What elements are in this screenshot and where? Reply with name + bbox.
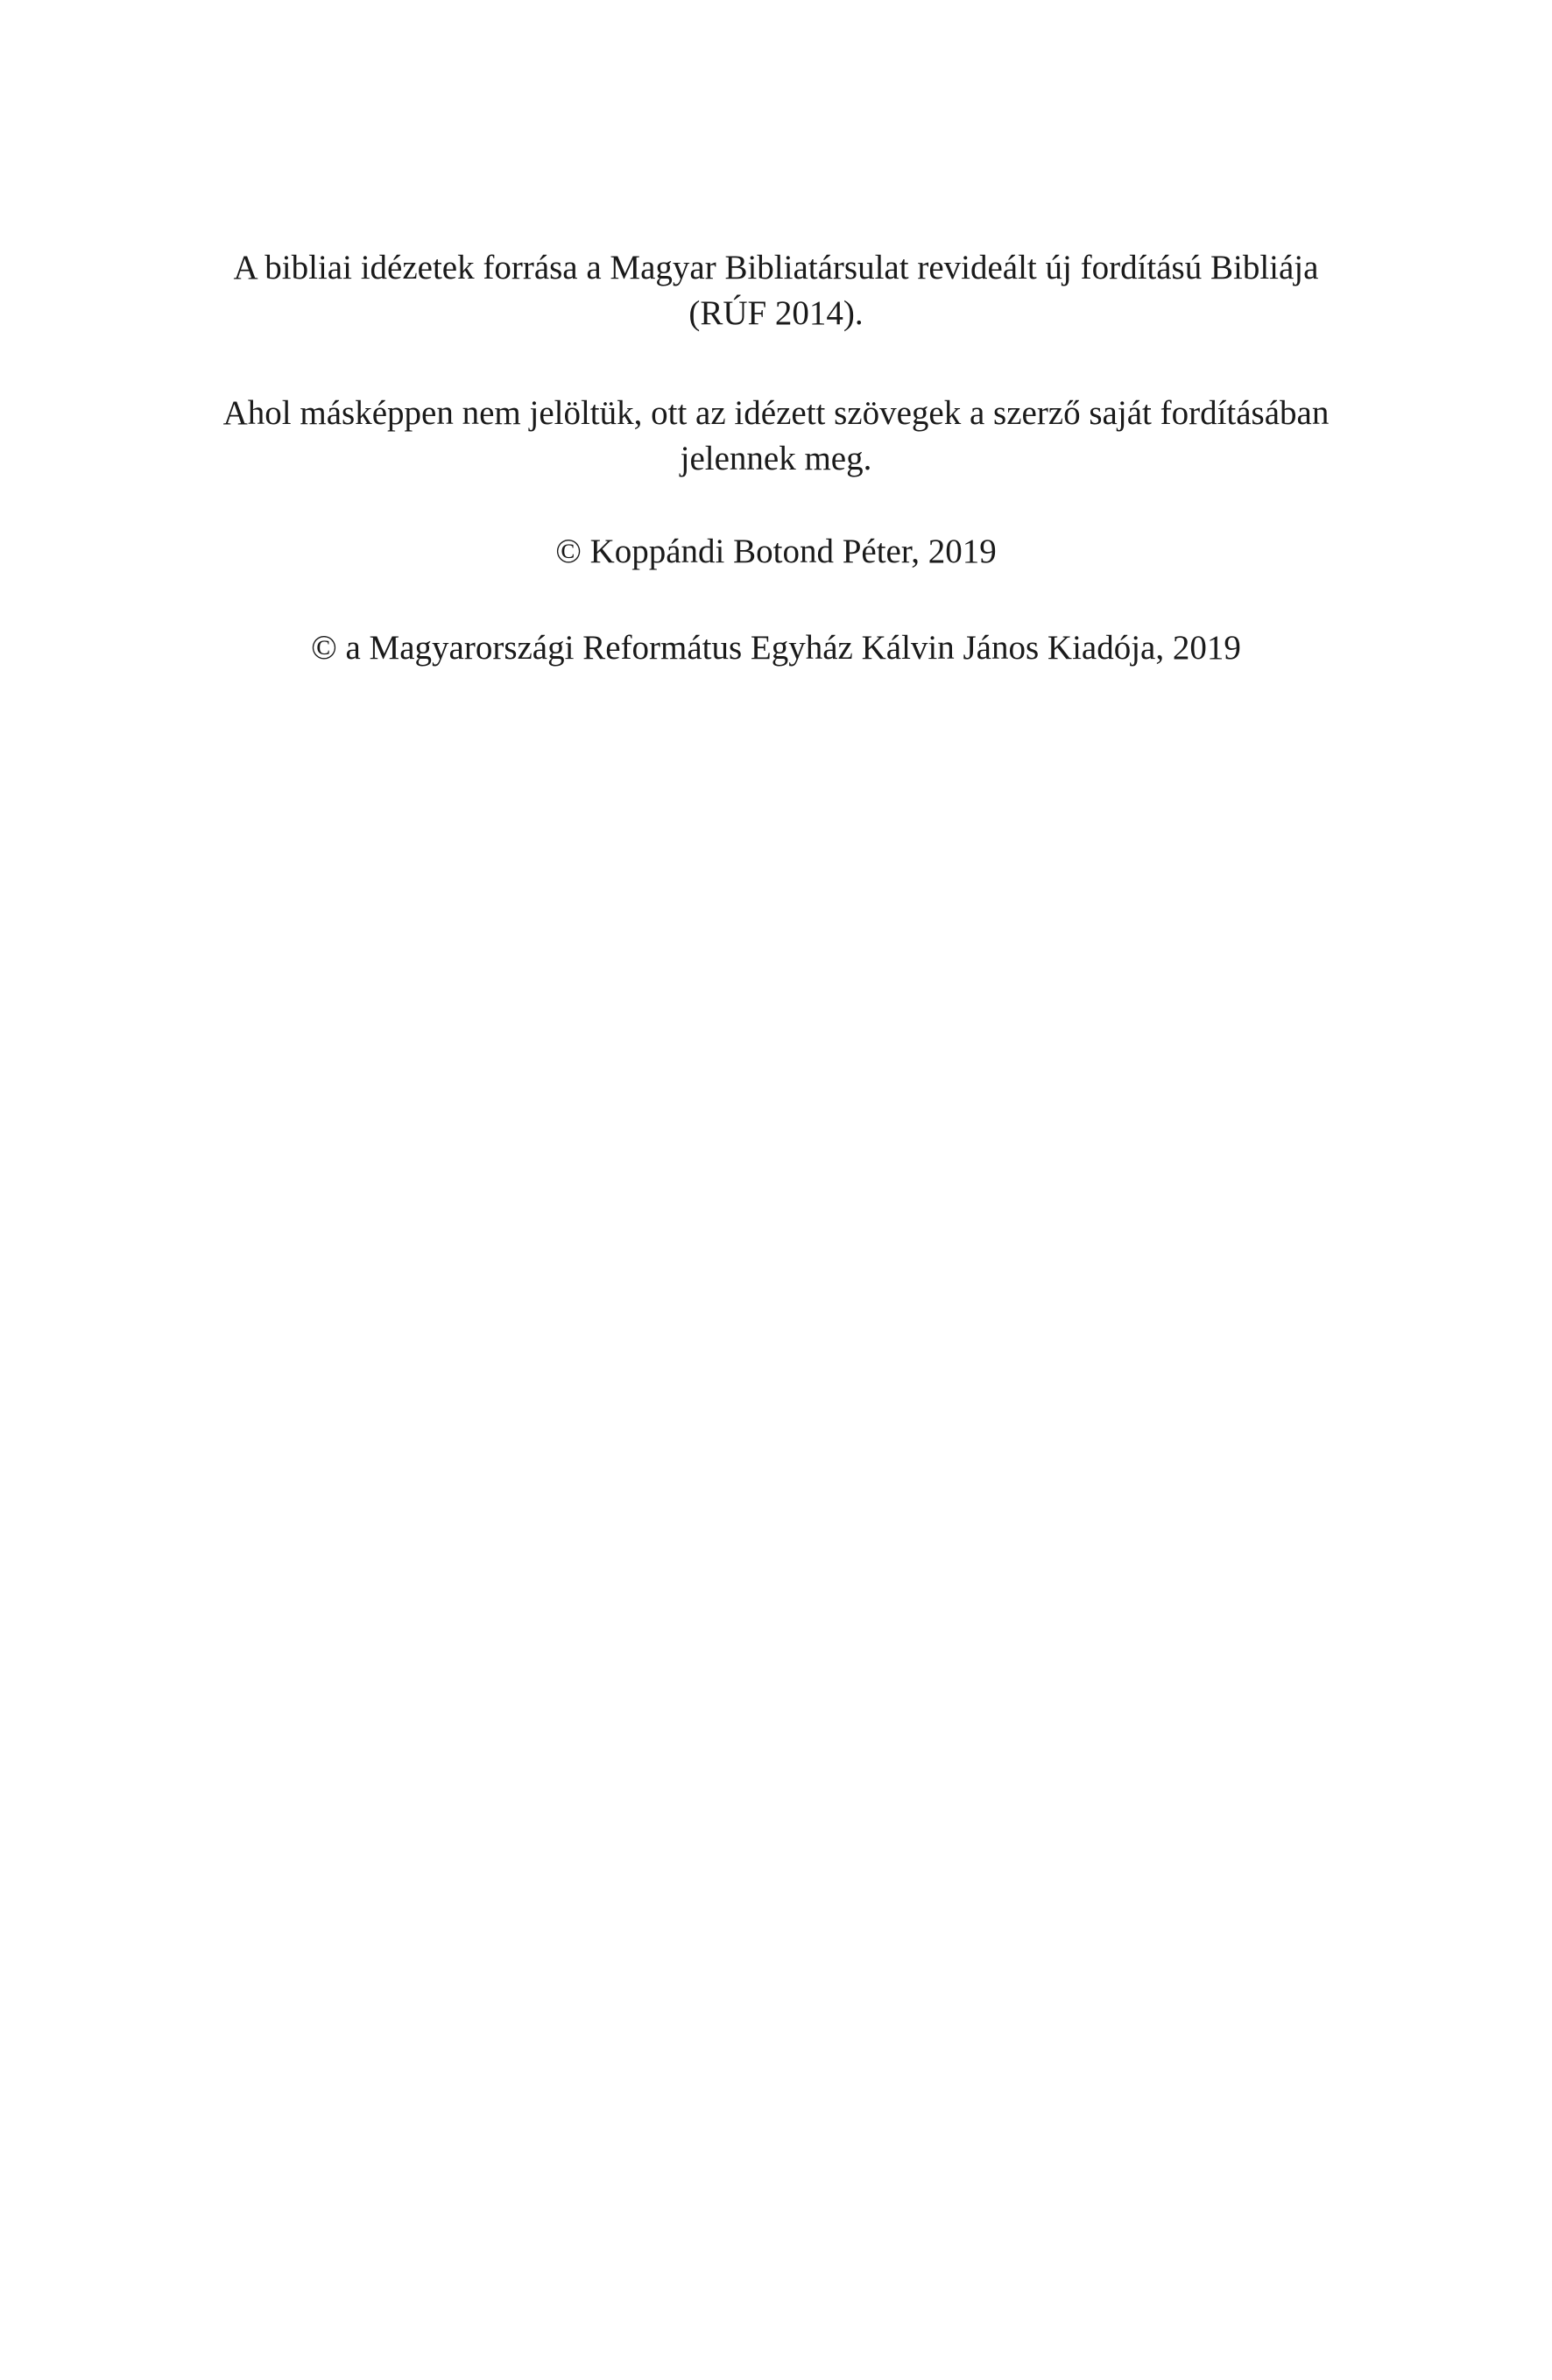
publisher-copyright-text: © a Magyarországi Református Egyház Kálvin János Kiadója, 2019 bbox=[311, 629, 1241, 667]
bible-source-note-line-2: (RÚF 2014). bbox=[688, 294, 864, 332]
translation-note bbox=[0, 391, 1552, 482]
publisher-copyright bbox=[0, 625, 1552, 671]
author-copyright bbox=[0, 529, 1552, 575]
bible-source-note-line-1: A bibliai idézetek forrása a Magyar Bibliatársulat revideált új fordítású Bibliája bbox=[233, 249, 1319, 286]
bible-source-note bbox=[0, 245, 1552, 336]
translation-note-line-2: jelennek meg. bbox=[680, 440, 872, 477]
author-copyright-text: © Koppándi Botond Péter, 2019 bbox=[555, 533, 997, 570]
translation-note-line-1: Ahol másképpen nem jelöltük, ott az idézett szövegek a szerző saját fordításában bbox=[222, 394, 1330, 432]
